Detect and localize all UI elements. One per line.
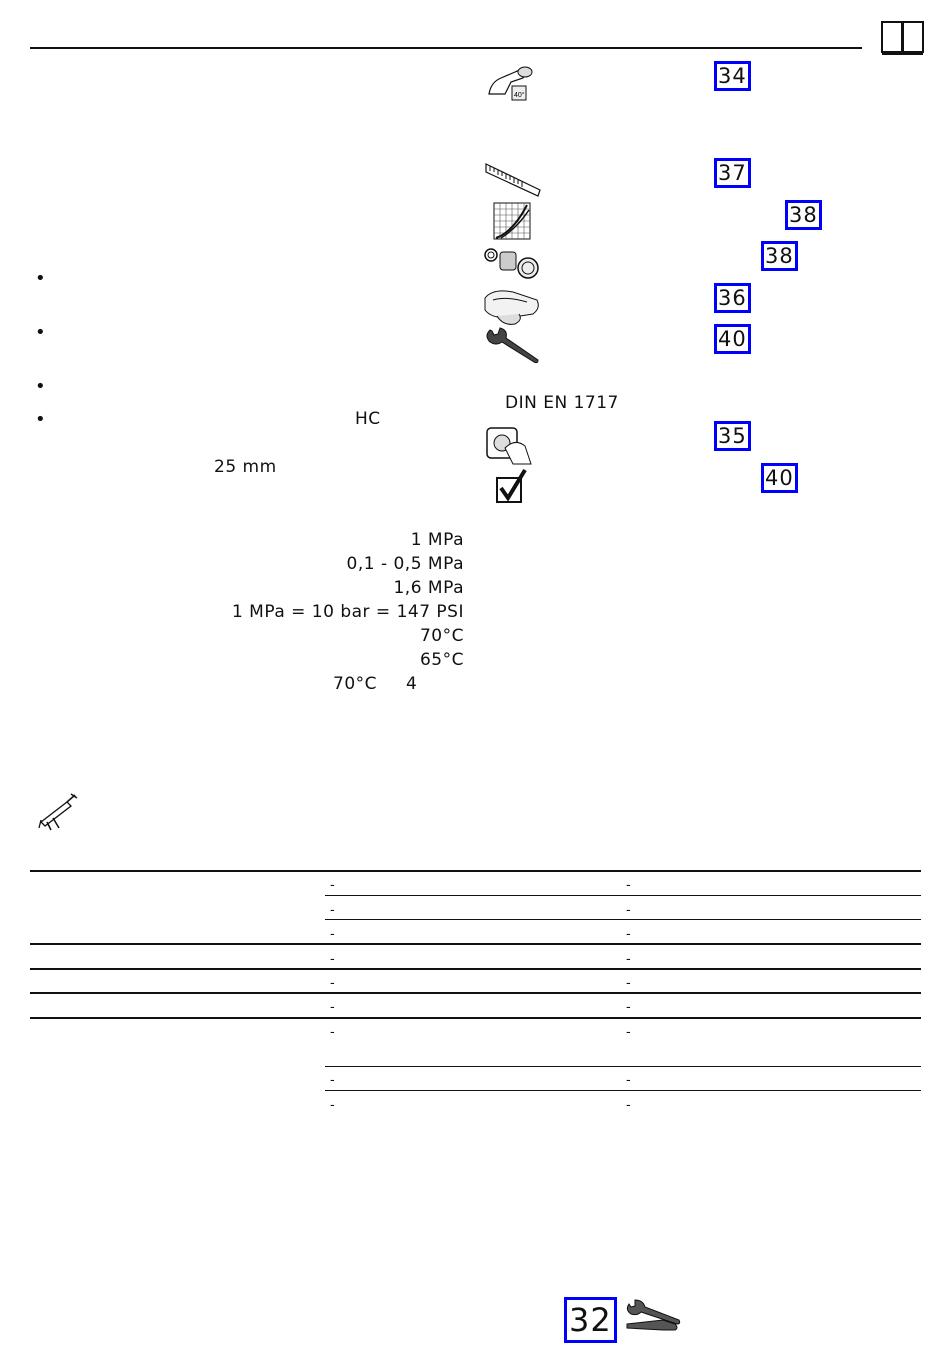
sealant-gun-icon bbox=[37, 792, 85, 832]
table-rule-1 bbox=[325, 895, 921, 896]
bullet-3: • bbox=[35, 376, 46, 397]
hc-label: HC bbox=[355, 409, 381, 429]
page-ref-37[interactable]: 37 bbox=[714, 158, 751, 188]
table-cell: - bbox=[330, 976, 335, 991]
table-rule-2 bbox=[325, 919, 921, 920]
spec-test-pressure: 1,6 MPa bbox=[393, 578, 464, 598]
spec-temp-disinfect: 70°C bbox=[333, 674, 378, 694]
spec-conversion: 1 MPa = 10 bar = 147 PSI bbox=[231, 602, 464, 622]
bullet-2: • bbox=[35, 322, 46, 343]
tools-icon bbox=[623, 1298, 683, 1338]
page-ref-40a[interactable]: 40 bbox=[714, 324, 751, 354]
table-cell: - bbox=[626, 1073, 631, 1088]
bullet-1: • bbox=[35, 268, 46, 289]
wrench-icon bbox=[484, 326, 540, 366]
table-rule-6 bbox=[30, 1017, 921, 1019]
page-ref-36[interactable]: 36 bbox=[714, 283, 751, 313]
thermostat-handle-icon bbox=[485, 424, 535, 466]
table-cell: - bbox=[626, 1000, 631, 1015]
table-cell: - bbox=[626, 952, 631, 967]
header-rule bbox=[30, 47, 862, 49]
table-cell: - bbox=[330, 878, 335, 893]
table-cell: - bbox=[626, 1025, 631, 1040]
ruler-icon bbox=[484, 160, 542, 198]
depth-value: 25 mm bbox=[214, 457, 277, 477]
page-ref-38a[interactable]: 38 bbox=[785, 200, 822, 230]
spare-parts-icon bbox=[484, 246, 540, 280]
table-cell: - bbox=[330, 903, 335, 918]
spec-pressure-range: 0,1 - 0,5 MPa bbox=[346, 554, 464, 574]
spec-minutes: 4 bbox=[406, 674, 418, 694]
table-rule-7 bbox=[325, 1066, 921, 1067]
flow-diagram-icon bbox=[493, 202, 531, 240]
table-cell: - bbox=[330, 1098, 335, 1113]
table-rule-5 bbox=[30, 992, 921, 994]
page-ref-38b[interactable]: 38 bbox=[761, 241, 798, 271]
table-rule-top bbox=[30, 870, 921, 872]
page-number: 32 bbox=[564, 1297, 617, 1343]
hand-shower-thermometer-icon bbox=[487, 64, 537, 104]
table-cell: - bbox=[330, 952, 335, 967]
svg-text:40°: 40° bbox=[514, 92, 525, 99]
standard-label: DIN EN 1717 bbox=[505, 393, 619, 413]
bullet-4: • bbox=[35, 409, 46, 430]
table-cell: - bbox=[626, 976, 631, 991]
table-cell: - bbox=[626, 903, 631, 918]
page-ref-35[interactable]: 35 bbox=[714, 421, 751, 451]
spec-temp-max: 70°C bbox=[419, 626, 464, 646]
spec-pressure-max: 1 MPa bbox=[410, 530, 464, 550]
page-ref-40b[interactable]: 40 bbox=[761, 463, 798, 493]
cleaning-hand-icon bbox=[483, 286, 543, 328]
page-ref-34[interactable]: 34 bbox=[714, 61, 751, 91]
table-rule-8 bbox=[325, 1090, 921, 1091]
checkbox-tick-icon bbox=[495, 468, 529, 504]
table-cell: - bbox=[330, 1000, 335, 1015]
table-rule-4 bbox=[30, 968, 921, 970]
spec-temp-rec: 65°C bbox=[419, 650, 464, 670]
table-cell: - bbox=[330, 927, 335, 942]
table-cell: - bbox=[330, 1073, 335, 1088]
table-cell: - bbox=[330, 1025, 335, 1040]
table-cell: - bbox=[626, 1098, 631, 1113]
table-rule-3 bbox=[30, 943, 921, 945]
table-cell: - bbox=[626, 878, 631, 893]
table-cell: - bbox=[626, 927, 631, 942]
open-book-icon bbox=[880, 20, 926, 56]
